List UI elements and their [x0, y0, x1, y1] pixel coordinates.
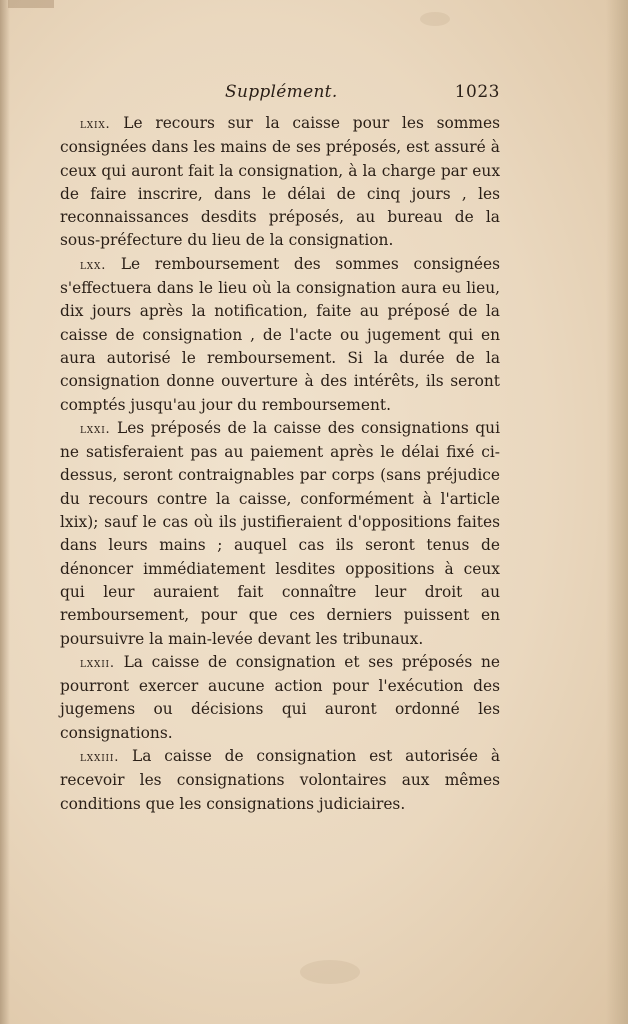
- article-text: Les préposés de la caisse des consignations qui ne satisferaient pas au paiement après le délai fixé ci-dessus, seront contraignables par corps (sans préjudice du recours contre la caisse, conformément à l'article lxix); sauf le cas où ils justifieraient d'oppositions faites dans leurs mains ; auquel cas ils seront tenus de dénoncer immédiatement lesdites oppositions à ceux qui leur auraient fait connaître leur droit au remboursement, pour que ces derniers puissent en poursuivre la main-levée devant les tribunaux.: [60, 418, 500, 648]
- article-lxxii: [60, 651, 500, 745]
- page-left-edge: [0, 0, 10, 1024]
- body-text: [60, 112, 500, 816]
- running-title: Supplément.: [225, 82, 338, 102]
- article-text: Le remboursement des sommes consignées s'effectuera dans le lieu où la consignation aura eu lieu, dix jours après la notification, faite au préposé de la caisse de consignation , de l'acte ou jugement qui en aura autorisé le remboursement. Si la durée de la consignation donne ouverture à des intérêts, ils seront comptés jusqu'au jour du remboursement.: [60, 254, 500, 414]
- article-text: La caisse de consignation et ses préposés ne pourront exercer aucune action pour l'exécution des jugemens ou décisions qui auront ordonné les consignations.: [60, 652, 500, 742]
- article-text: Le recours sur la caisse pour les sommes consignées dans les mains de ses préposés, est assuré à ceux qui auront fait la consignation, à la charge par eux de faire inscrire, dans le délai de cinq jours , les reconnaissances desdits préposés, au bureau de la sous-préfecture du lieu de la consignation.: [60, 114, 500, 250]
- paper-stain: [300, 960, 360, 984]
- page-number: 1023: [454, 82, 500, 102]
- page-right-edge: [606, 0, 628, 1024]
- corner-mark: [8, 0, 54, 8]
- page-header: [60, 82, 500, 106]
- article-number: lxxi.: [80, 421, 111, 437]
- article-number: lxx.: [80, 257, 107, 273]
- article-lxix: [60, 112, 500, 253]
- article-text: La caisse de consignation est autorisée à recevoir les consignations volontaires aux mêmes conditions que les consignations judiciaires.: [60, 747, 500, 813]
- article-number: lxix.: [80, 117, 111, 132]
- article-lxxi: [60, 417, 500, 651]
- article-lxxiii: [60, 745, 500, 816]
- article-number: lxxiii.: [80, 750, 120, 766]
- paper-stain: [420, 12, 450, 26]
- article-lxx: [60, 253, 500, 417]
- article-number: lxxii.: [80, 655, 115, 671]
